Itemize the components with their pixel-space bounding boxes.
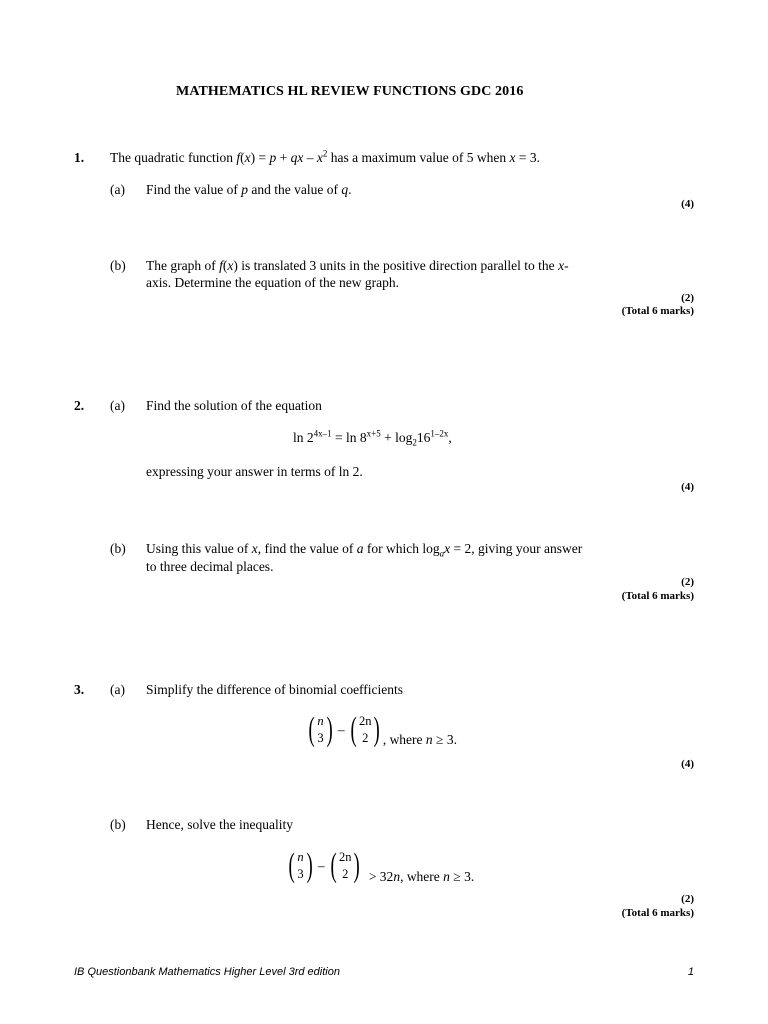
question-2-number: 2. — [74, 398, 85, 413]
question-1a-text: Find the value of p and the value of q. — [146, 182, 352, 197]
question-3b-text: Hence, solve the inequality — [146, 817, 293, 832]
question-2b-text-line2: to three decimal places. — [146, 559, 274, 574]
question-3-number: 3. — [74, 682, 85, 697]
question-1b-text: The graph of f(x) is translated 3 units in the positive direction parallel to the x- — [146, 258, 569, 273]
footer-source: IB Questionbank Mathematics Higher Level 3rd edition — [74, 966, 340, 978]
question-3b-marks: (2) — [681, 893, 694, 905]
question-2a-marks: (4) — [681, 481, 694, 493]
binomial-2n-2: ( 2n 2 ) — [350, 711, 381, 748]
page-number: 1 — [687, 966, 694, 978]
question-2a-text: Find the solution of the equation — [146, 398, 322, 413]
question-2-total-marks: (Total 6 marks) — [621, 590, 694, 602]
question-1b-text-line2: axis. Determine the equation of the new graph. — [146, 275, 400, 290]
question-1a-label: (a) — [110, 182, 125, 197]
question-2a-after-text: expressing your answer in terms of ln 2. — [146, 464, 363, 479]
question-1-number: 1. — [74, 150, 85, 165]
question-1b-label: (b) — [110, 258, 126, 273]
question-1-stem: The quadratic function f(x) = p + qx – $x^2$ has a maximum value of 5 when x = 3. — [110, 148, 541, 165]
question-1b-marks: (2) — [681, 292, 694, 304]
question-2b-label: (b) — [110, 541, 126, 556]
question-3a-text: Simplify the difference of binomial coefficients — [146, 682, 404, 697]
question-3a-expression: ( n 3 ) – ( 2n 2 ) , where n ≥ 3. — [306, 712, 457, 748]
question-2b-text: Using this value of x, find the value of a for which $\log_ax = 2$, giving your answer — [146, 541, 583, 559]
question-2a-label: (a) — [110, 398, 125, 413]
question-3a-label: (a) — [110, 682, 125, 697]
page-title: MATHEMATICS HL REVIEW FUNCTIONS GDC 2016 — [176, 84, 524, 99]
binomial-2n-2: ( 2n 2 ) — [330, 847, 361, 884]
question-3-total-marks: (Total 6 marks) — [621, 907, 694, 919]
question-3b-expression: ( n 3 ) – ( 2n 2 ) > 32n, where n ≥ 3. — [286, 847, 474, 885]
question-3b-label: (b) — [110, 817, 126, 832]
binomial-n-3: ( n 3 ) — [288, 847, 313, 884]
question-3a-marks: (4) — [681, 758, 694, 770]
question-2a-equation: $\ln 2^{4x-1} = \ln 8^{x+5} + \log_216^{1-2x}$, — [293, 428, 452, 448]
question-1-total-marks: (Total 6 marks) — [621, 305, 694, 317]
binomial-n-3: ( n 3 ) — [308, 711, 333, 748]
question-1a-marks: (4) — [681, 198, 694, 210]
question-2b-marks: (2) — [681, 576, 694, 588]
